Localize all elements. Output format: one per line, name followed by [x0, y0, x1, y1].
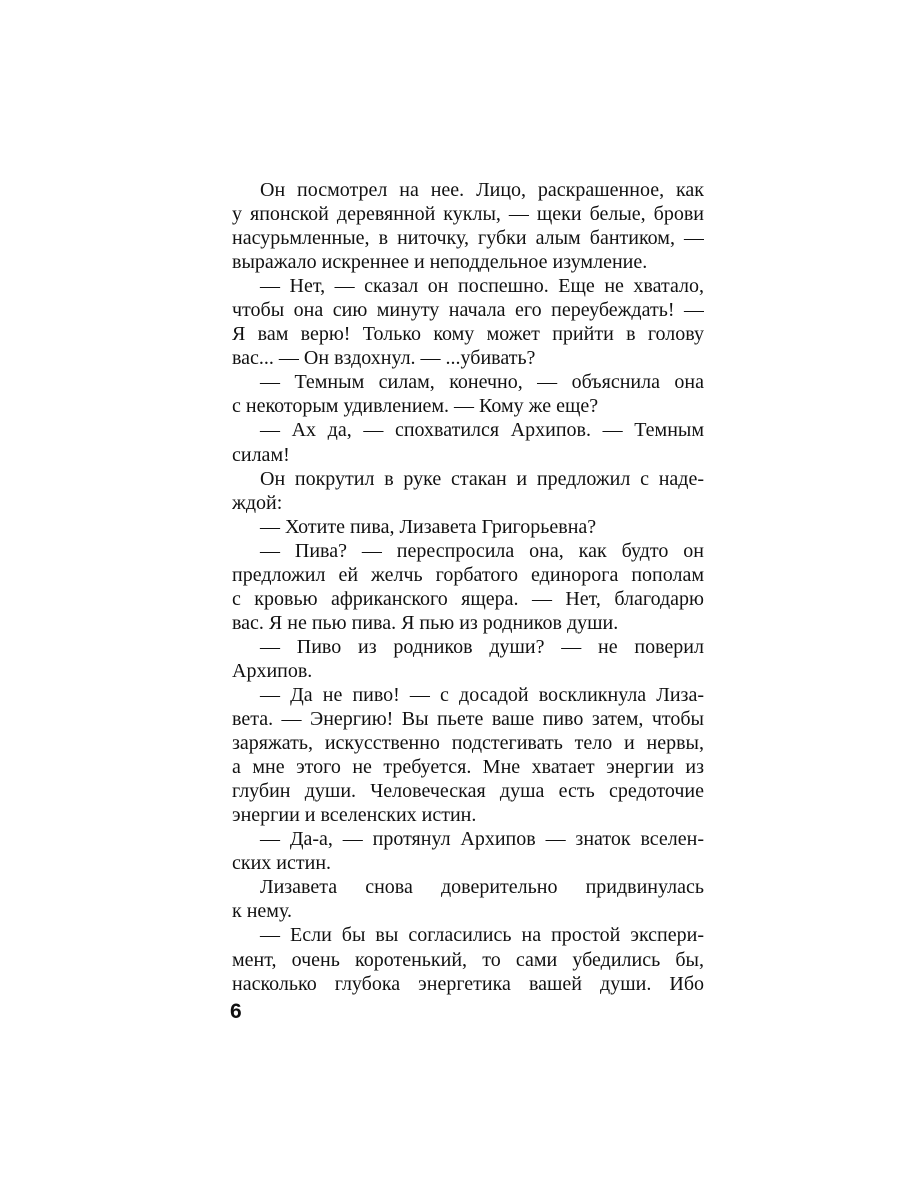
text-line: — Если бы вы согласились на простой экспери-	[260, 924, 704, 947]
text-line: глубин души. Человеческая душа есть средоточие	[232, 780, 704, 803]
text-line: энергии и вселенских истин.	[232, 804, 477, 827]
text-line: Он посмотрел на нее. Лицо, раскрашенное, как	[260, 179, 704, 201]
text-line: вас... — Он вздохнул. — ...убивать?	[232, 347, 536, 370]
text-line: — Хотите пива, Лизавета Григорьевна?	[260, 515, 597, 538]
text-line: силам!	[232, 443, 290, 466]
text-line: предложил ей желчь горбатого единорога пополам	[232, 563, 704, 586]
text-line: — Пиво из родников души? — не поверил	[260, 635, 704, 658]
text-line: насколько глубока энергетика вашей души. Ибо	[232, 972, 704, 995]
text-line: — Ах да, — спохватился Архипов. — Темным	[260, 419, 704, 442]
text-line: с кровью африканского ящера. — Нет, благодарю	[232, 587, 704, 610]
text-line: ских истин.	[232, 852, 332, 875]
page-number: 6	[230, 1000, 242, 1023]
text-line: — Пива? — переспросила она, как будто он	[260, 539, 704, 562]
text-line: Он покрутил в руке стакан и предложил с надe-	[260, 467, 704, 490]
text-line: а мне этого не требуется. Мне хватает энергии из	[232, 756, 704, 779]
text-line: у японской деревянной куклы, — щеки белые, брови	[232, 203, 704, 226]
text-line: вета. — Энергию! Вы пьете ваше пиво затем, чтобы	[232, 708, 704, 731]
text-line: Архипов.	[232, 659, 313, 682]
text-line: с некоторым удивлением. — Кому же еще?	[232, 395, 599, 418]
text-line: ждой:	[232, 491, 283, 514]
text-line: выражало искреннее и неподдельное изумление.	[232, 251, 648, 274]
text-line: — Темным силам, конечно, — объяснила она	[260, 371, 704, 394]
body-text	[232, 178, 704, 996]
text-line: мент, очень коротенький, то сами убедились бы,	[232, 948, 704, 971]
text-line: насурьмленные, в ниточку, губки алым бантиком, —	[232, 227, 704, 250]
text-line: — Да-а, — протянул Архипов — знаток вселен-	[260, 828, 704, 851]
text-line: вас. Я не пью пива. Я пью из родников души.	[232, 611, 619, 634]
text-line: к нему.	[232, 900, 292, 923]
text-line: — Да не пиво! — с досадой воскликнула Лиза-	[260, 683, 704, 706]
text-line: Я вам верю! Только кому может прийти в голову	[232, 323, 704, 346]
text-line: заряжать, искусственно подстегивать тело и нервы,	[232, 732, 704, 755]
text-line: Лизавета снова доверительно придвинулась	[260, 876, 704, 899]
text-line: — Нет, — сказал он поспешно. Еще не хватало,	[260, 275, 704, 298]
text-line: чтобы она сию минуту начала его переубеждать! —	[232, 299, 704, 322]
